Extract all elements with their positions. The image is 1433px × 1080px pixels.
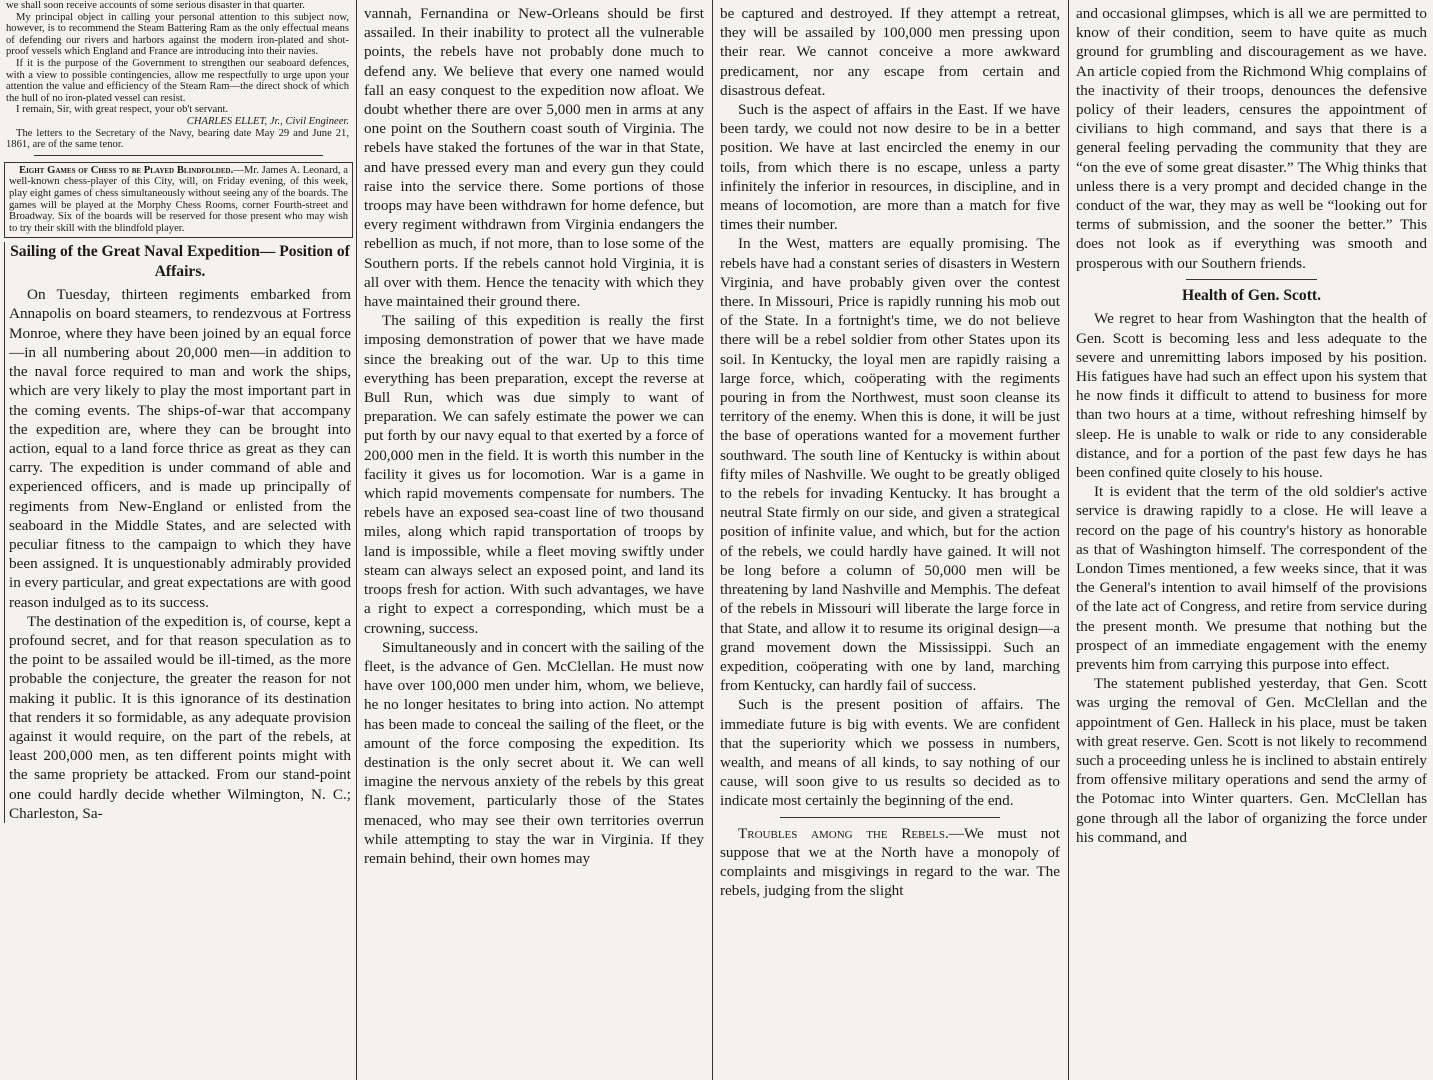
section-divider [780, 817, 1000, 818]
article-paragraph: It is evident that the term of the old soldier's active service is drawing rapidly to a close. He will leave a record on the page of his country's history as honorable as that of Washington himself. The correspondent of the London Times mentioned, a few weeks since, that it was the General's intention to avail himself of the provisions of the late act of Congress, and retire from service during the present month. We presume that nothing but the prospect of an immediate engagement with the enemy prevents him from carrying this purpose into effect. [1076, 483, 1427, 673]
column-rule [712, 0, 713, 1080]
column-rule [356, 0, 357, 1080]
column-4 [1074, 0, 1429, 1080]
troubles-title: Troubles among the Rebels. [738, 824, 949, 842]
article-paragraph: We regret to hear from Washington that the health of Gen. Scott is becoming less and less adequate to the severe and unremitting labors imposed by his position. His fatigues have had such an effect upon his system that he now finds it difficult to attend to business for more than two hours at a time, without refreshing himself by sleep. He is unable to walk or ride to any considerable distance, and for a portion of the past few days he has been confined quite closely to his house. [1076, 310, 1427, 481]
letter-signature: CHARLES ELLET, Jr., Civil Engineer. [186, 115, 349, 127]
article-paragraph: The destination of the expedition is, of course, kept a profound secret, and for that reason speculation as to the point to be assailed would be ill-timed, as the more probable the conjecture, the greater the reason for not making it public. It is this ignorance of its destination that renders it so formidable, as any adequate provision against it would require, on the part of the rebels, at least 200,000 men, as ten different points might with the same propriety be attacked. From our stand-point one could hardly decide whether Wilmington, N. C.; Charleston, Sa- [9, 612, 351, 822]
letter-excerpt [4, 0, 353, 151]
chess-notice-title: Eight Games of Chess to be Played Blindfolded. [19, 164, 234, 176]
letter-note: The letters to the Secretary of the Navy, bearing date May 29 and June 21, 1861, are of the same tenor. [6, 127, 349, 151]
letter-paragraph: we shall soon receive accounts of some serious disaster in that quarter. [6, 0, 305, 11]
column-1 [4, 0, 353, 1080]
article-paragraph: be captured and destroyed. If they attempt a retreat, they will be assailed by 100,000 men pressing upon their rear. We cannot conceive a more awkward predicament, nor any escape from certain and disastrous defeat. [720, 5, 1060, 99]
troubles-text: —We must not suppose that we at the North have a monopoly of complaints and misgivings in regard to the war. The rebels, judging from the slight [720, 824, 1060, 900]
article-paragraph: The statement published yesterday, that Gen. Scott was urging the removal of Gen. McClellan and the appointment of Gen. Halleck in his place, must be taken with great reserve. Gen. Scott is not likely to recommend such a proceeding unless he is inclined to abstain entirely from offensive military operations and send the army of the Potomac into Winter quarters. Gen. McClellan has gone through all the labor of organizing the force under his command, and [1076, 675, 1427, 846]
article-paragraph: In the West, matters are equally promising. The rebels have had a constant series of disasters in Western Virginia, and have probably given over the contest there. In Missouri, Price is rapidly running his mob out of the State. In a fortnight's time, we do not believe there will be a rebel soldier from other States upon its soil. In Kentucky, the loyal men are rapidly raising a large force, which, coöperating with the regiments pouring in from the Northwest, must soon cleanse its territory of the enemy. When this is done, it will be just the base of operations wanted for a movement further southward. The south line of Kentucky is within about fifty miles of Nashville. We ought to be greatly obliged to the rebels for invading Kentucky. It has brought a neutral State firmly on our side, and given a strategical position of infinite value, and which, but for the action of the rebels, we could hardly have gained. It will not be long before a column of 50,000 men will be threatening by land Nashville and Memphis. The defeat of the rebels in Missouri will liberate the large force in that State, and allow it to resume its original design—a grand movement down the Mississippi. Such an expedition, coöperating with one by land, marching from Kentucky, can hardly fail of success. [720, 235, 1060, 695]
letter-paragraph: I remain, Sir, with great respect, your ob't servant. [16, 104, 229, 116]
article-paragraph: On Tuesday, thirteen regiments embarked from Annapolis on board steamers, to rendezvous at Fortress Monroe, where they have been joined by an equal force—in all numbering about 20,000 men—in addition to the naval force required to man and work the ships, which are very likely to play the most important part in the coming events. The ships-of-war that accompany the expedition are, where they can be brought into action, equal to a land force thrice as great as they can carry. The expedition is under command of able and experienced officers, and is made up principally of regiments from New-England or enlisted from the seaboard in the Middle States, and are selected with peculiar fitness to the campaign to which they have been assigned. It is unquestionably admirably provided in every particular, and great expectations are with good reason indulged as to its success. [9, 286, 351, 611]
section-divider [1186, 279, 1317, 280]
article-paragraph: vannah, Fernandina or New-Orleans should be first assailed. In their inability to protect all the vulnerable points, the rebels have not probably done much to defend any. We believe that every one named would fall an easy conquest to the expedition now afloat. We doubt whether there are over 5,000 men in arms at any one point on the Southern coast south of Virginia. The rebels have staked the fortunes of the war in that State, and have pressed every man and every gun they could raise into the service there. Some portions of those troops may have been withdrawn for home defence, but every regiment withdrawn from Virginia endangers the rebellion as much, if not more, than to lose some of the Southern ports. If the rebels cannot hold Virginia, it is all over with them. Hence the tenacity with which they have maintained their ground there. [364, 5, 704, 311]
letter-paragraph: If it is the purpose of the Government to strengthen our seaboard defences, with a view to possible contingencies, allow me respectfully to urge upon your attention the value and efficiency of the Steam Ram—the direct shock of which the hull of no iron-plated vessel can resist. [6, 57, 349, 104]
section-divider [34, 155, 323, 156]
article-paragraph: Such is the aspect of affairs in the East. If we have been tardy, we could not now desire to be in a better position. We have at last encircled the enemy in our toils, from which there is no escape, unless a party infinitely the inferior in resources, in discipline, and in means of locomotion, are more than a match for five times their number. [720, 101, 1060, 234]
health-headline: Health of Gen. Scott. [1181, 286, 1322, 304]
column-2 [362, 0, 706, 1080]
column-rule [1068, 0, 1069, 1080]
article-paragraph: Simultaneously and in concert with the sailing of the fleet, is the advance of Gen. McClellan. He must now have over 100,000 men under him, whom, we believe, he no longer hesitates to bring into action. No attempt has been made to conceal the sailing of the fleet, or the amount of the force composing the expedition. Its destination is the only secret about it. We can well imagine the nervous anxiety of the rebels by this great flank movement, particularly those of the States menaced, who may see their own territories overrun while attempting to stay the war in Virginia. If they remain behind, their own homes may [364, 638, 704, 867]
article-paragraph: The sailing of this expedition is really the first imposing demonstration of power that we have made since the breaking out of the war. Up to this time everything has been preparation, except the reverse at Bull Run, which was due simply to want of preparation. We can safely estimate the power we can put forth by our navy equal to that exerted by a force of 200,000 men in the field. It is worth this number in the facility it gives us for locomotion. War is a game in which rapid movements compensate for numbers. The rebels have an exposed sea-coast line of two thousand miles, along which rapid transportation of troops by land is impossible, while a fleet moving swiftly under steam can always select an exposed point, and land its troops fresh for action. With such advantages, we have a right to expect a corresponding, which must be a crowning, success. [364, 312, 704, 637]
naval-expedition-article [4, 242, 353, 823]
article-headline: Sailing of the Great Naval Expedition— Position of Affairs. [10, 243, 350, 280]
troubles-paragraph [720, 824, 1060, 901]
article-paragraph: Such is the present position of affairs. The immediate future is big with events. We are confident that the superiority which we possess in numbers, wealth, and means of all kinds, to say nothing of our cause, will soon give to us results so decided as to indicate most certainly the beginning of the end. [720, 696, 1060, 810]
chess-notice-text: —Mr. James A. Leonard, a well-known chess-player of this City, will, on Friday evening, of this week, play eight games of chess simultaneously without seeing any of the boards. The games will be played at the Morphy Chess Rooms, corner Fourth-street and Broadway. Six of the boards will be reserved for those present who may wish to try their skill with the blindfold player. [9, 164, 348, 234]
letter-paragraph: My principal object in calling your personal attention to this subject now, however, is to recommend the Steam Battering Ram as the only effectual means of defending our rivers and harbors against the modern iron-plated and shot-proof vessels which England and France are introducing into their navies. [6, 11, 349, 58]
chess-notice [4, 162, 353, 239]
column-3 [718, 0, 1062, 1080]
article-paragraph: and occasional glimpses, which is all we are permitted to know of their condition, seem to have quite as much ground for grumbling and discouragement as we have. An article copied from the Richmond Whig complains of the inactivity of their troops, denounces the defensive policy of their leaders, censures the appointment of civilians to high command, and says that there is a general feeling pervading the community that they are “on the eve of some great disaster.” The Whig thinks that unless there is a very prompt and decided change in the conduct of the war, they may as well be “looking out for terms of submission, and the sooner the better.” This does not look as if everything was smooth and prosperous with our Southern friends. [1076, 5, 1427, 272]
